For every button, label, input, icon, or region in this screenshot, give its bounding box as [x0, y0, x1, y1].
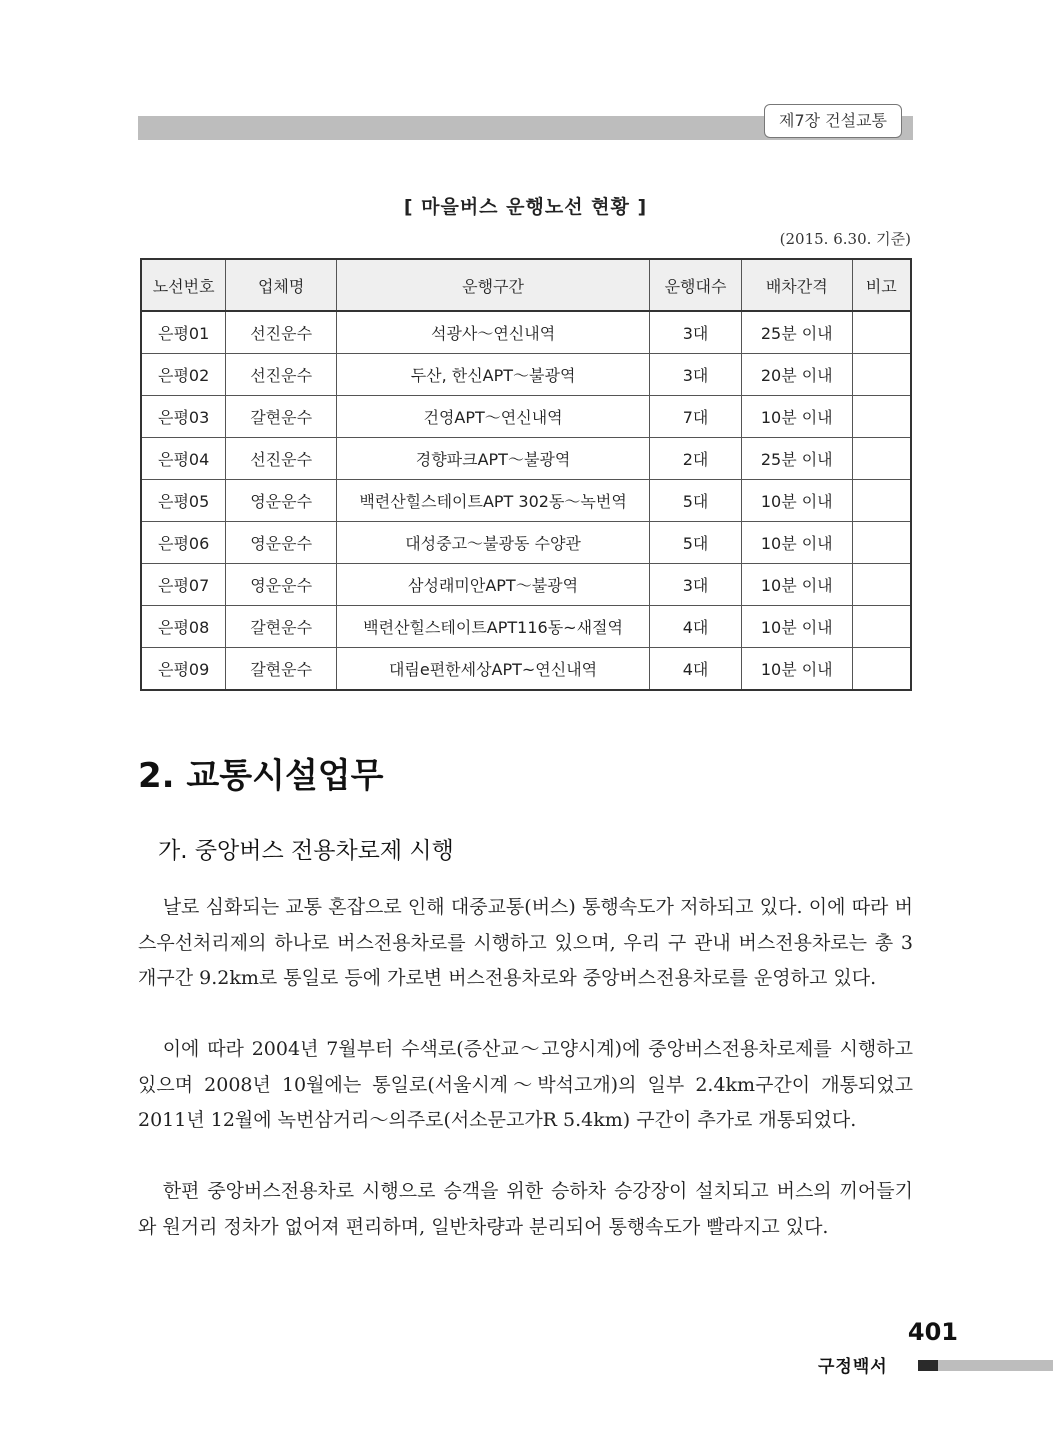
table-cell: 은평08	[141, 606, 226, 648]
table-header-row	[141, 259, 911, 311]
table-cell	[852, 396, 911, 438]
table-row	[141, 438, 911, 480]
section-title: 2. 교통시설업무	[138, 756, 384, 796]
chapter-label: 제7장 건설교통	[764, 104, 902, 138]
column-header: 노선번호	[141, 259, 226, 311]
column-header: 업체명	[226, 259, 337, 311]
table-cell: 3대	[650, 564, 742, 606]
table-cell: 석광사～연신내역	[336, 311, 649, 354]
table-row	[141, 564, 911, 606]
body-paragraph: 이에 따라 2004년 7월부터 수색로(증산교～고양시계)에 중앙버스전용차로제를 시행하고 있으며 2008년 10월에는 통일로(서울시계～박석고개)의 일부 2.4km구간이 개통되었고 2011년 12월에 녹번삼거리～의주로(서소문고가R 5.4km) 구간이 추가로 개통되었다.	[138, 1038, 913, 1131]
table-cell: 갈현운수	[226, 648, 337, 691]
table-row	[141, 648, 911, 691]
table-cell: 10분 이내	[741, 480, 852, 522]
table-cell: 선진운수	[226, 438, 337, 480]
table-cell: 은평04	[141, 438, 226, 480]
column-header: 배차간격	[741, 259, 852, 311]
table-cell: 은평01	[141, 311, 226, 354]
table-cell: 갈현운수	[226, 606, 337, 648]
footer-bar	[938, 1360, 1053, 1371]
page-number: 401	[907, 1318, 958, 1346]
column-header: 운행대수	[650, 259, 742, 311]
table-row	[141, 606, 911, 648]
table-cell: 은평07	[141, 564, 226, 606]
body-paragraph: 날로 심화되는 교통 혼잡으로 인해 대중교통(버스) 통행속도가 저하되고 있다. 이에 따라 버스우선처리제의 하나로 버스전용차로를 시행하고 있으며, 우리 구 관내 버스전용차로는 총 3개구간 9.2km로 통일로 등에 가로변 버스전용차로와 중앙버스전용차로를 운영하고 있다.	[138, 896, 913, 989]
table-cell: 경향파크APT～불광역	[336, 438, 649, 480]
table-cell: 영운운수	[226, 522, 337, 564]
table-cell	[852, 606, 911, 648]
table-cell: 25분 이내	[741, 311, 852, 354]
table-title: [ 마을버스 운행노선 현황 ]	[403, 196, 648, 218]
table-cell: 10분 이내	[741, 396, 852, 438]
footer-marker	[918, 1360, 938, 1371]
table-cell: 영운운수	[226, 564, 337, 606]
table-cell	[852, 354, 911, 396]
table-cell: 4대	[650, 648, 742, 691]
table-cell: 삼성래미안APT～불광역	[336, 564, 649, 606]
table-cell: 3대	[650, 354, 742, 396]
table-cell: 10분 이내	[741, 606, 852, 648]
table-cell: 25분 이내	[741, 438, 852, 480]
table-cell: 5대	[650, 480, 742, 522]
table-cell	[852, 564, 911, 606]
table-cell: 영운운수	[226, 480, 337, 522]
table-cell: 대성중고～불광동 수양관	[336, 522, 649, 564]
table-cell: 10분 이내	[741, 648, 852, 691]
table-cell: 3대	[650, 311, 742, 354]
table-cell: 은평09	[141, 648, 226, 691]
table-cell	[852, 522, 911, 564]
table-cell: 두산, 한신APT～불광역	[336, 354, 649, 396]
table-cell	[852, 311, 911, 354]
table-cell: 대림e편한세상APT~연신내역	[336, 648, 649, 691]
table-row	[141, 480, 911, 522]
column-header: 비고	[852, 259, 911, 311]
table-cell: 은평05	[141, 480, 226, 522]
table-row	[141, 522, 911, 564]
table-cell: 은평02	[141, 354, 226, 396]
table-cell: 건영APT～연신내역	[336, 396, 649, 438]
column-header: 운행구간	[336, 259, 649, 311]
table-cell: 4대	[650, 606, 742, 648]
table-cell: 갈현운수	[226, 396, 337, 438]
table-cell: 백련산힐스테이트APT116동~새절역	[336, 606, 649, 648]
table-date: (2015. 6.30. 기준)	[779, 230, 911, 248]
table-cell: 백련산힐스테이트APT 302동～녹번역	[336, 480, 649, 522]
table-cell	[852, 480, 911, 522]
table-cell	[852, 648, 911, 691]
table-cell: 은평06	[141, 522, 226, 564]
table-cell: 선진운수	[226, 311, 337, 354]
table-cell: 은평03	[141, 396, 226, 438]
subsection-title: 가. 중앙버스 전용차로제 시행	[158, 838, 454, 864]
table-row	[141, 396, 911, 438]
table-cell: 7대	[650, 396, 742, 438]
book-name: 구정백서	[818, 1357, 888, 1377]
body-paragraph: 한편 중앙버스전용차로 시행으로 승객을 위한 승하차 승강장이 설치되고 버스의 끼어들기와 원거리 정차가 없어져 편리하며, 일반차량과 분리되어 통행속도가 빨라지고 있다.	[138, 1180, 913, 1238]
table-cell: 5대	[650, 522, 742, 564]
table-row	[141, 354, 911, 396]
table-cell: 20분 이내	[741, 354, 852, 396]
table-row	[141, 311, 911, 354]
table-cell: 10분 이내	[741, 522, 852, 564]
table-cell	[852, 438, 911, 480]
table-cell: 2대	[650, 438, 742, 480]
table-cell: 선진운수	[226, 354, 337, 396]
bus-route-table	[140, 258, 912, 691]
table-cell: 10분 이내	[741, 564, 852, 606]
